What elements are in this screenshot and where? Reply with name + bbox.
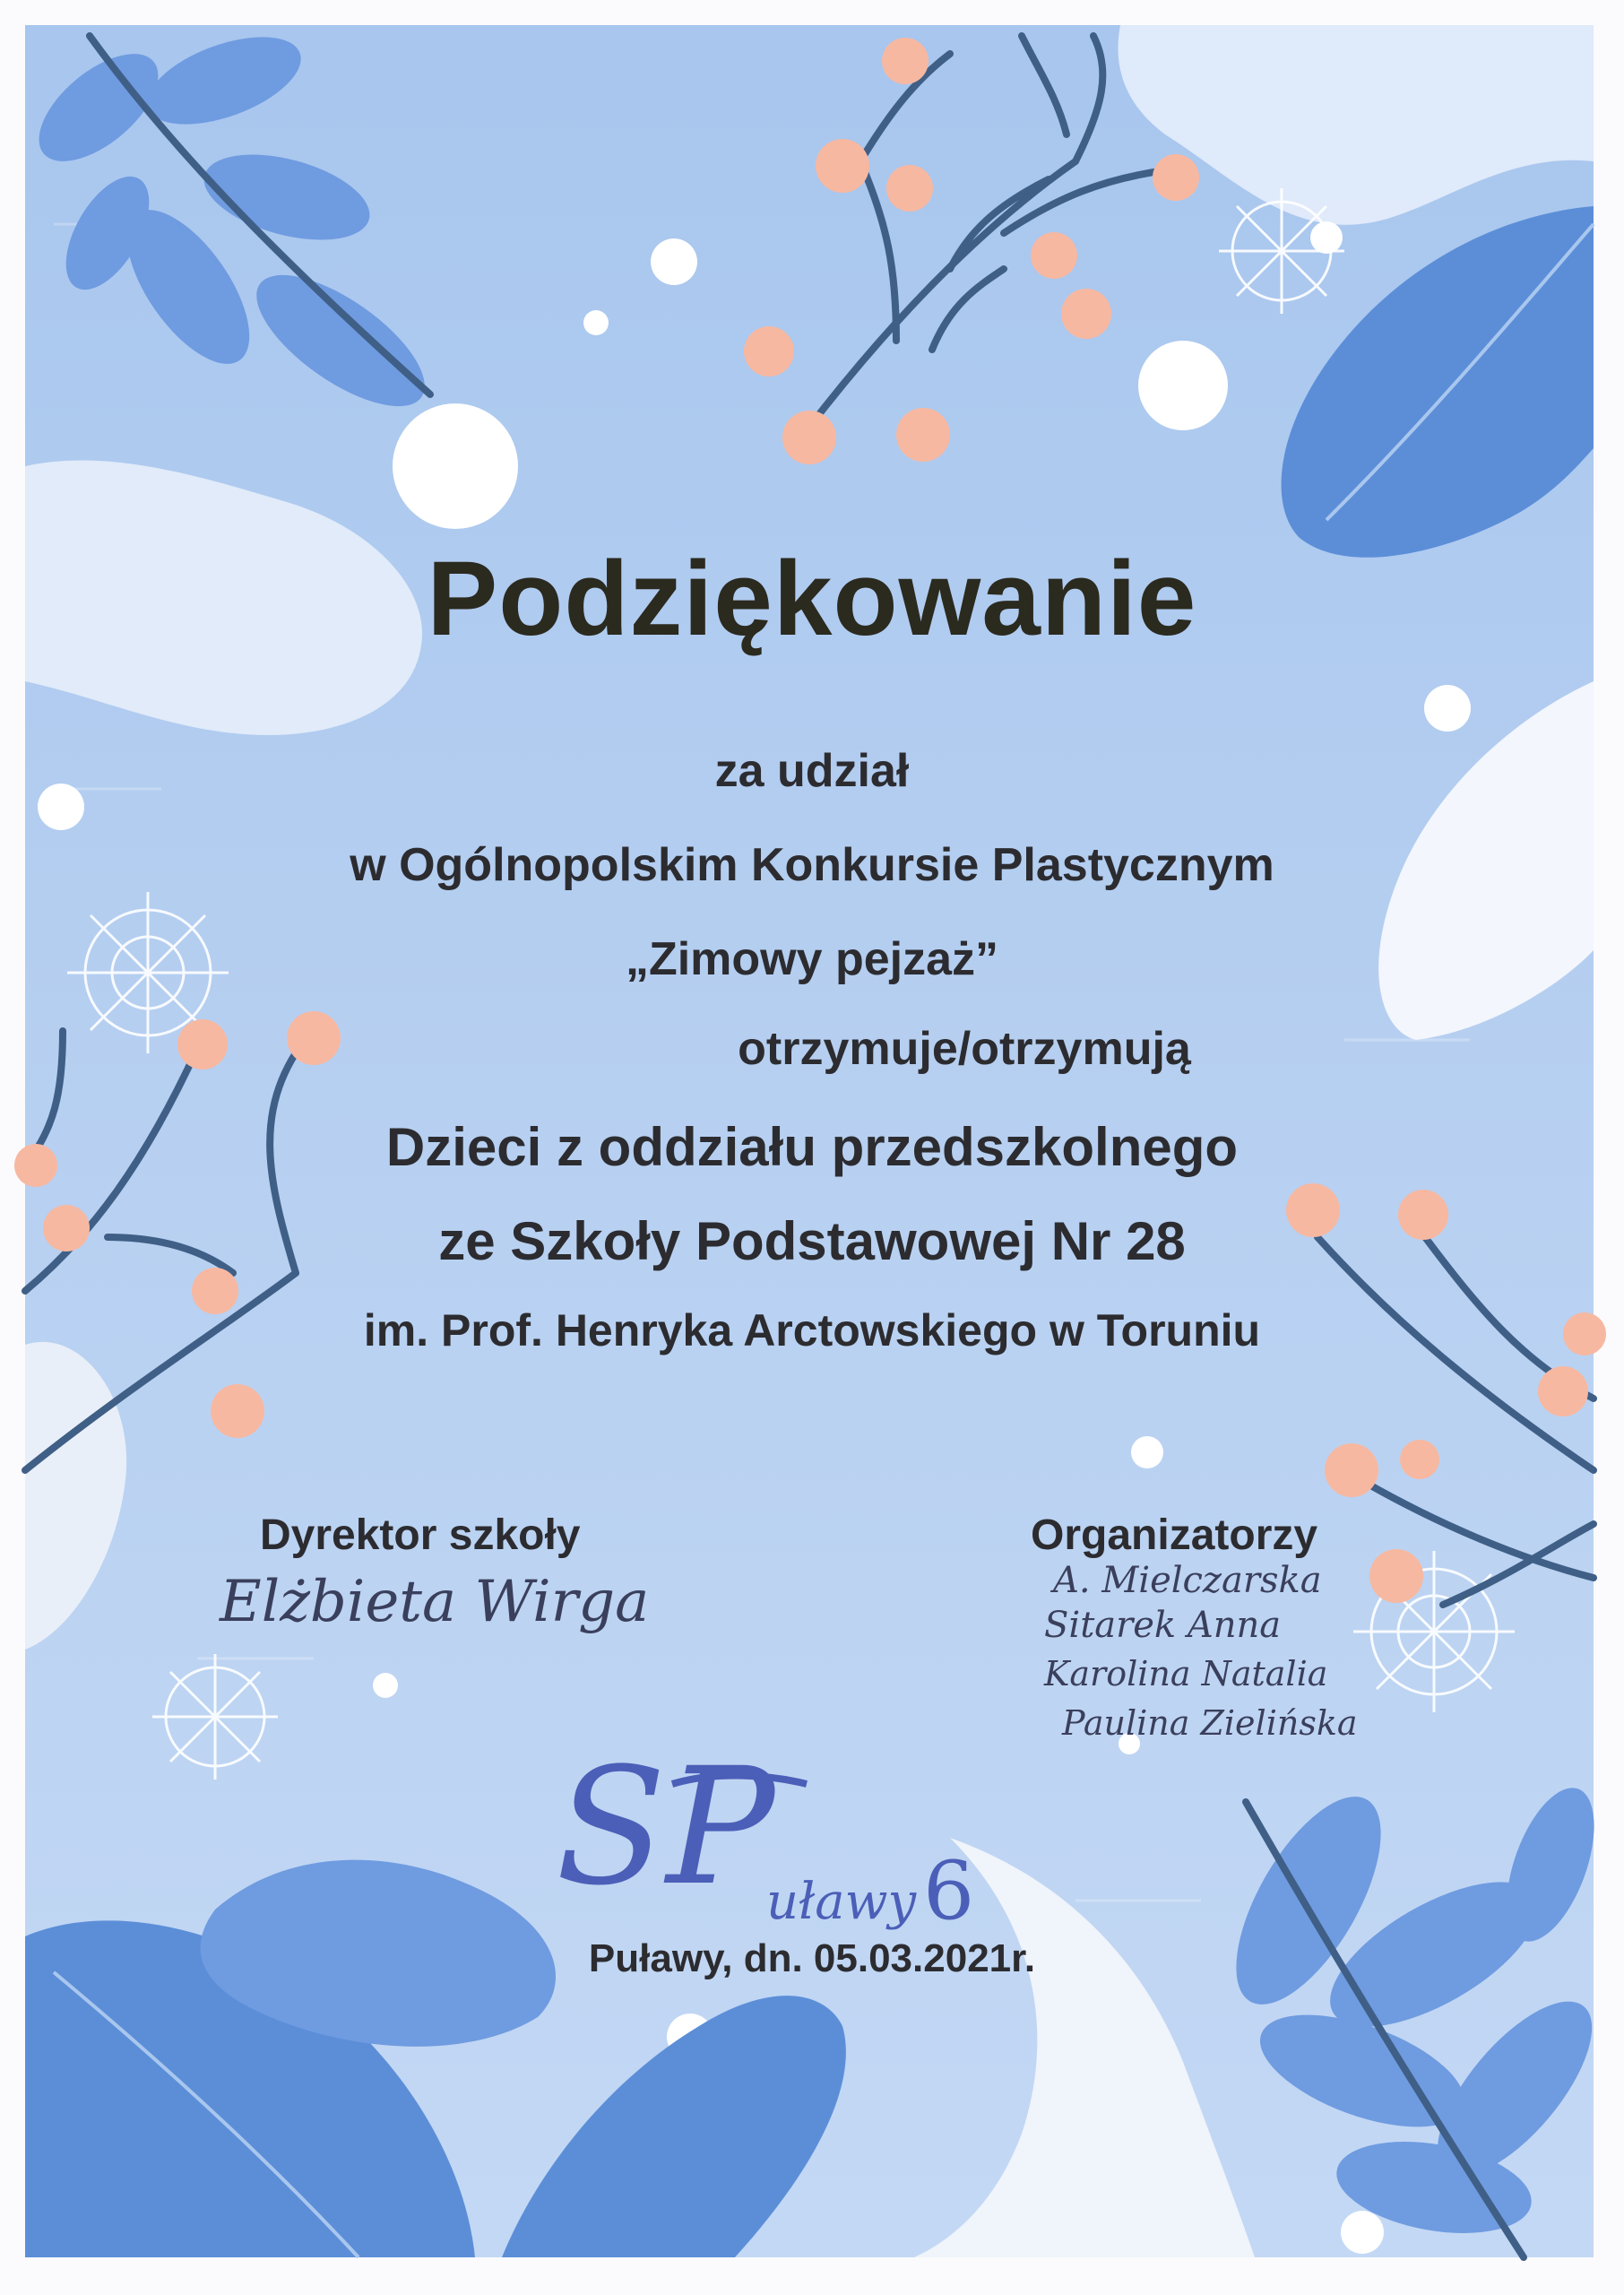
certificate-title: Podziękowanie [427, 540, 1197, 658]
director-signature: Elżbieta Wirga [220, 1569, 650, 1635]
date-line: Puławy, dn. 05.03.2021r. [588, 1936, 1036, 1980]
director-label: Dyrektor szkoły [260, 1511, 581, 1559]
recipient-line-3: im. Prof. Henryka Arctowskiego w Toruniu [363, 1305, 1261, 1355]
logo-number: 6 [923, 1844, 975, 1936]
organizer-signature-4: Paulina Zielińska [1062, 1703, 1358, 1743]
recipient-line-2: ze Szkoły Podstawowej Nr 28 [438, 1211, 1186, 1271]
logo-town: uławy [766, 1873, 917, 1931]
organizers-label: Organizatorzy [1031, 1511, 1318, 1559]
receives-line: otrzymuje/otrzymują [738, 1023, 1191, 1075]
logo-monogram: SP [556, 1734, 775, 1921]
contest-line: w Ogólnopolskim Konkursie Plastycznym [350, 839, 1274, 891]
recipient-line-1: Dzieci z oddziału przedszkolnego [385, 1117, 1239, 1177]
participation-line: za udział [714, 745, 910, 797]
contest-name: „Zimowy pejzaż” [625, 933, 999, 985]
organizer-signature-3: Karolina Natalia [1044, 1654, 1328, 1693]
organizer-signature-1: A. Mielczarska [1053, 1560, 1322, 1601]
school-logo [538, 1730, 1004, 1936]
organizer-signature-2: Sitarek Anna [1044, 1605, 1282, 1646]
